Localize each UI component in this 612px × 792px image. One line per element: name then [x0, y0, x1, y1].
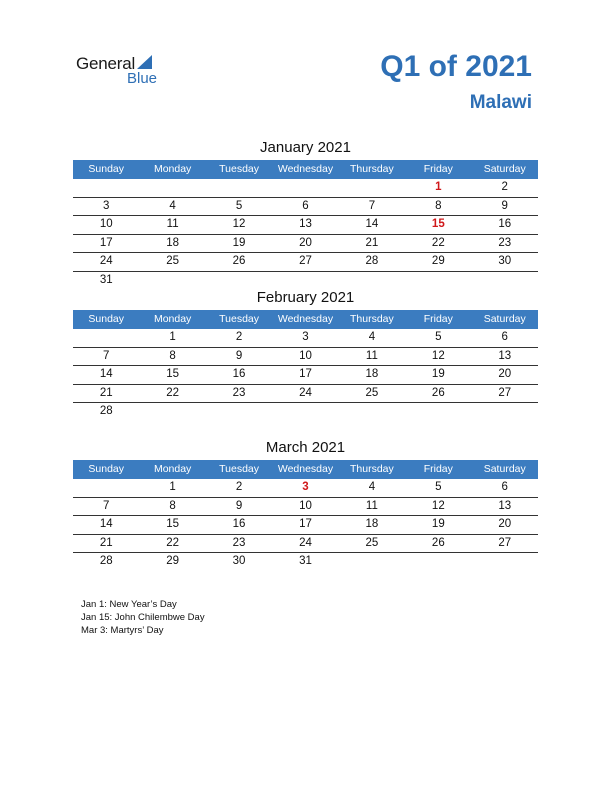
day-cell: 22 [166, 386, 180, 399]
day-cell: 22 [431, 236, 445, 249]
day-cell: 23 [498, 236, 512, 249]
day-cell: 28 [99, 555, 113, 567]
day-cell [472, 553, 538, 571]
day-cell: 22 [166, 536, 180, 549]
day-cell: 13 [498, 349, 512, 362]
holiday-day-cell: 1 [435, 181, 442, 193]
day-cell: 16 [232, 518, 246, 530]
day-cell [272, 403, 338, 421]
day-cell [139, 403, 205, 421]
day-cell: 2 [235, 331, 243, 343]
day-cell: 9 [501, 199, 508, 212]
week-row [73, 216, 538, 235]
weekday-header: Wednesday [277, 163, 334, 175]
day-cell: 29 [166, 555, 180, 567]
day-cell [339, 553, 405, 571]
weekday-header: Tuesday [219, 463, 259, 475]
day-cell [405, 553, 471, 571]
day-cell: 1 [169, 481, 176, 493]
day-cell: 25 [365, 536, 379, 549]
month-block [73, 438, 538, 571]
month-title: March 2021 [265, 439, 346, 456]
day-cell: 2 [501, 181, 508, 193]
day-cell: 30 [232, 555, 246, 567]
day-cell: 27 [299, 255, 312, 267]
day-cell: 27 [498, 386, 512, 399]
holiday-notes [81, 598, 205, 637]
weekday-header: Wednesday [277, 313, 334, 325]
day-cell: 4 [368, 481, 376, 493]
week-row [73, 553, 538, 571]
day-cell: 14 [99, 518, 113, 530]
weekday-header: Thursday [350, 463, 394, 475]
day-cell [206, 403, 272, 421]
day-cell: 8 [169, 349, 176, 362]
day-cell: 14 [99, 368, 113, 380]
day-cell: 18 [166, 236, 180, 249]
day-cell: 21 [365, 236, 379, 249]
weekday-header: Wednesday [277, 463, 334, 475]
weekday-header: Friday [423, 163, 453, 175]
day-cell [272, 179, 338, 197]
weekday-header: Tuesday [219, 163, 259, 175]
weekday-header: Monday [153, 163, 192, 175]
day-cell [206, 272, 272, 290]
day-cell [339, 179, 405, 197]
day-cell: 3 [302, 331, 309, 343]
month-block [73, 138, 538, 289]
week-row [73, 479, 538, 498]
day-cell: 24 [299, 386, 312, 399]
day-cell: 6 [501, 481, 508, 493]
day-cell: 24 [99, 255, 113, 267]
day-cell: 17 [299, 518, 312, 530]
day-cell: 17 [99, 236, 113, 249]
day-cell: 15 [166, 368, 180, 380]
day-cell: 7 [103, 499, 110, 512]
weekday-header: Thursday [350, 313, 394, 325]
holiday-note: Jan 1: New Year’s Day [81, 599, 177, 610]
logo-triangle-icon [137, 55, 152, 69]
day-cell [272, 272, 338, 290]
day-cell: 3 [103, 199, 110, 212]
weekday-header-row [73, 310, 538, 329]
day-cell: 26 [232, 255, 246, 267]
week-row [73, 498, 538, 517]
weekday-header: Sunday [88, 313, 125, 325]
month-block [73, 288, 538, 421]
day-cell: 5 [435, 331, 442, 343]
day-cell: 16 [498, 218, 512, 230]
day-cell: 28 [99, 405, 113, 417]
day-cell: 26 [431, 386, 445, 399]
logo [76, 54, 176, 88]
day-cell [472, 403, 538, 421]
day-cell: 12 [431, 349, 445, 362]
weekday-header: Saturday [483, 163, 526, 175]
day-cell: 15 [166, 518, 180, 530]
day-cell: 9 [235, 499, 243, 512]
week-row [73, 366, 538, 385]
week-row [73, 385, 538, 404]
day-cell: 11 [365, 499, 378, 512]
week-row [73, 348, 538, 367]
day-cell [73, 329, 139, 347]
day-cell [405, 272, 471, 290]
day-cell [472, 272, 538, 290]
day-cell: 21 [99, 536, 113, 549]
week-row [73, 535, 538, 554]
day-cell: 10 [299, 349, 312, 362]
week-row [73, 253, 538, 272]
weekday-header: Monday [153, 313, 192, 325]
day-cell: 24 [299, 536, 312, 549]
day-cell: 6 [302, 199, 309, 212]
day-cell: 14 [365, 218, 379, 230]
day-cell: 18 [365, 518, 379, 530]
day-cell: 21 [99, 386, 113, 399]
day-cell: 10 [299, 499, 312, 512]
page-title: Q1 of 2021 [380, 50, 532, 83]
day-cell: 26 [431, 536, 445, 549]
day-cell: 25 [365, 386, 379, 399]
day-cell [339, 272, 405, 290]
day-cell: 13 [498, 499, 512, 512]
day-cell: 8 [169, 499, 176, 512]
weekday-header: Friday [423, 463, 453, 475]
holiday-day-cell: 3 [302, 481, 309, 493]
day-cell [139, 179, 205, 197]
day-cell: 20 [498, 518, 512, 530]
day-cell: 25 [166, 255, 180, 267]
day-cell: 11 [365, 349, 378, 362]
day-cell: 7 [368, 199, 376, 212]
day-cell: 20 [498, 368, 512, 380]
week-row [73, 179, 538, 198]
day-cell [206, 179, 272, 197]
day-cell: 28 [365, 255, 379, 267]
day-cell: 9 [235, 349, 243, 362]
holiday-note: Jan 15: John Chilembwe Day [81, 612, 205, 623]
day-cell: 8 [435, 199, 442, 212]
day-cell: 29 [431, 255, 445, 267]
week-row [73, 516, 538, 535]
weekday-header: Sunday [88, 463, 125, 475]
day-cell: 23 [232, 386, 246, 399]
week-row [73, 403, 538, 421]
weekday-header: Sunday [88, 163, 125, 175]
day-cell [73, 179, 139, 197]
holiday-day-cell: 15 [431, 218, 445, 230]
day-cell: 20 [299, 236, 312, 249]
day-cell: 30 [498, 255, 512, 267]
day-cell: 7 [103, 349, 110, 362]
weekday-header: Monday [153, 463, 192, 475]
day-cell [405, 403, 471, 421]
week-row [73, 235, 538, 254]
day-cell: 27 [498, 536, 512, 549]
logo-word-general: General [76, 54, 136, 73]
day-cell: 13 [299, 218, 312, 230]
weekday-header: Friday [423, 313, 453, 325]
day-cell: 11 [166, 218, 179, 230]
country-name: Malawi [469, 92, 532, 113]
day-cell: 1 [169, 331, 176, 343]
day-cell: 16 [232, 368, 246, 380]
day-cell: 12 [431, 499, 445, 512]
week-row [73, 329, 538, 348]
weekday-header: Thursday [350, 163, 394, 175]
day-cell: 31 [99, 273, 113, 286]
day-cell: 10 [99, 218, 113, 230]
day-cell: 18 [365, 368, 379, 380]
day-cell [339, 403, 405, 421]
day-cell: 19 [431, 518, 445, 530]
day-cell: 19 [431, 368, 445, 380]
day-cell: 5 [235, 199, 243, 212]
day-cell: 19 [232, 236, 246, 249]
day-cell: 23 [232, 536, 246, 549]
logo-word-blue: Blue [127, 70, 158, 87]
day-cell: 4 [169, 199, 176, 212]
weekday-header: Saturday [483, 313, 526, 325]
day-cell: 31 [299, 555, 312, 567]
weekday-header-row [73, 460, 538, 479]
holiday-note: Mar 3: Martyrs’ Day [81, 625, 164, 636]
week-row [73, 198, 538, 217]
day-cell: 17 [299, 368, 312, 380]
day-cell: 12 [232, 218, 246, 230]
day-cell [139, 272, 205, 290]
month-title: January 2021 [260, 139, 351, 156]
week-row [73, 272, 538, 290]
weekday-header-row [73, 160, 538, 179]
weekday-header: Saturday [483, 463, 526, 475]
day-cell: 4 [368, 331, 376, 343]
day-cell: 5 [435, 481, 442, 493]
weekday-header: Tuesday [219, 313, 259, 325]
month-title: February 2021 [256, 289, 355, 306]
day-cell [73, 479, 139, 497]
day-cell: 6 [501, 331, 508, 343]
day-cell: 2 [235, 481, 243, 493]
